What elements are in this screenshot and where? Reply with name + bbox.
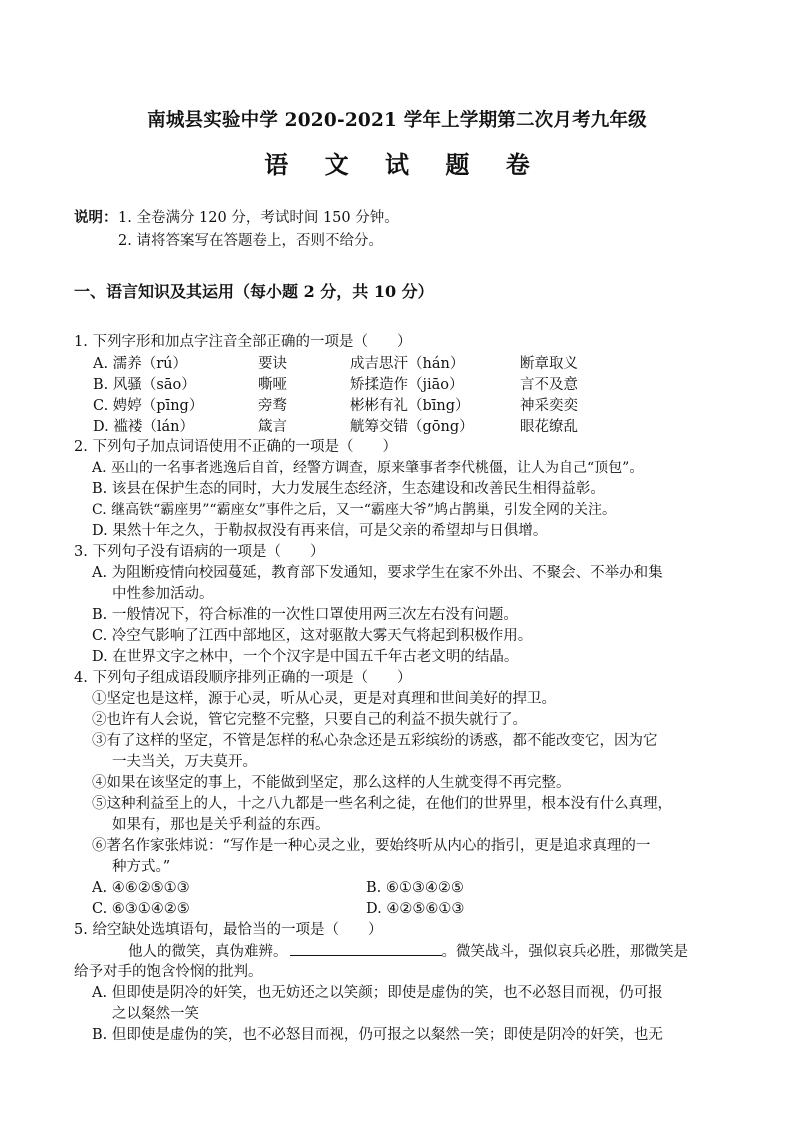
q1-row-d-word2: 箴言 — [258, 419, 287, 435]
q2-option-d: D. 果然十年之久，于勒叔叔没有再来信，可是父亲的希望却与日俱增。 — [92, 523, 548, 539]
q4-sentence-5-line2: 如果有，那也是关乎利益的东西。 — [112, 817, 330, 833]
q4-option-c: C. ⑥③①④②⑤ — [92, 901, 190, 917]
q1-row-b-word2: 嘶哑 — [258, 377, 287, 393]
q3-option-a-line2: 中性参加活动。 — [112, 586, 214, 602]
q1-row-c-word4: 神采奕奕 — [520, 398, 578, 414]
q3-option-d: D. 在世界文字之林中，一个个汉字是中国五千年古老文明的结晶。 — [92, 649, 519, 665]
q3-option-a-line1: A. 为阻断疫情向校园蔓延，教育部下发通知，要求学生在家不外出、不聚会、不举办和集 — [92, 565, 663, 581]
question-1-stem: 1. 下列字形和加点字注音全部正确的一项是（ ） — [74, 334, 412, 350]
note-item-2: 2. 请将答案写在答题卷上，否则不给分。 — [118, 233, 383, 249]
q1-row-b-word1: B. 风骚（sāo） — [93, 377, 196, 393]
note-item-1: 1. 全卷满分 120 分，考试时间 150 分钟。 — [118, 210, 399, 226]
q5-option-a-line1: A. 但即使是阴冷的奸笑，也无妨还之以笑颜；即使是虚伪的笑，也不必怒目而视，仍可报 — [92, 985, 663, 1001]
q2-option-a: A. 巫山的一名事者逃逸后自首，经警方调查，原来肇事者李代桃僵，让人为自己“顶包”。 — [92, 460, 644, 476]
q4-sentence-3-line1: ③有了这样的坚定，不管是怎样的私心杂念还是五彩缤纷的诱惑，都不能改变它，因为它 — [92, 733, 658, 749]
q5-option-b-line1: B. 但即使是虚伪的笑，也不必怒目而视，仍可报之以粲然一笑；即使是阴冷的奸笑，也无 — [92, 1027, 663, 1043]
q1-row-c-word1: C. 娉婷（pīng） — [93, 398, 204, 414]
q4-sentence-6-line2: 种方式。” — [112, 859, 171, 875]
q1-row-a-word4: 断章取义 — [520, 356, 578, 372]
q4-sentence-3-line2: 一夫当关，万夫莫开。 — [112, 754, 257, 770]
q1-row-d-word4: 眼花缭乱 — [520, 419, 578, 435]
q4-sentence-2: ②也许有人会说，管它完整不完整，只要自己的利益不损失就行了。 — [92, 712, 527, 728]
q5-passage-text-b: 。微笑战斗，强似哀兵必胜，那微笑是 — [441, 944, 688, 960]
q5-passage-line1 — [128, 941, 688, 962]
q4-sentence-6-line1: ⑥著名作家张炜说：“写作是一种心灵之业，要始终听从内心的指引，更是追求真理的一 — [92, 838, 651, 854]
q2-option-c: C. 继高铁“霸座男”“霸座女”事件之后，又一“霸座大爷”鸠占鹊巢，引发全网的关注。 — [92, 502, 617, 518]
q1-row-d-word3: 觥筹交错（gōng） — [350, 419, 474, 435]
school-exam-title: 南城县实验中学 2020-2021 学年上学期第二次月考九年级 — [147, 110, 647, 131]
q4-option-b: B. ⑥①③④②⑤ — [366, 880, 464, 896]
section-heading: 一、语言知识及其运用（每小题 2 分，共 10 分） — [74, 282, 434, 301]
question-3-stem: 3. 下列句子没有语病的一项是（ ） — [74, 544, 325, 560]
q1-row-d-word1: D. 褴褛（lán） — [93, 419, 194, 435]
question-2-stem: 2. 下列句子加点词语使用不正确的一项是（ ） — [74, 439, 397, 455]
q4-option-a: A. ④⑥②⑤①③ — [92, 880, 190, 896]
notes-label: 说明： — [74, 209, 118, 226]
q4-sentence-4: ④如果在该坚定的事上，不能做到坚定，那么这样的人生就变得不再完整。 — [92, 775, 571, 791]
q1-row-b-word3: 矫揉造作（jiāo） — [350, 377, 464, 393]
q5-option-a-line2: 之以粲然一笑 — [112, 1006, 199, 1022]
q5-fill-blank[interactable] — [290, 941, 442, 956]
q4-sentence-1: ①坚定也是这样，源于心灵，听从心灵，更是对真理和世间美好的捍卫。 — [92, 691, 556, 707]
q1-row-b-word4: 言不及意 — [520, 377, 578, 393]
q5-passage-line2: 给予对手的饱含怜悯的批判。 — [74, 964, 263, 980]
question-5-stem: 5. 给空缺处选填语句，最恰当的一项是（ ） — [74, 922, 383, 938]
q1-row-c-word2: 旁骛 — [258, 398, 287, 414]
q1-row-a-word3: 成吉思汗（hán） — [350, 356, 465, 372]
q3-option-b: B. 一般情况下，符合标准的一次性口罩使用两三次左右没有问题。 — [92, 607, 518, 623]
q4-option-d: D. ④②⑤⑥①③ — [366, 901, 465, 917]
q1-row-c-word3: 彬彬有礼（bīng） — [350, 398, 470, 414]
q1-row-a-word1: A. 濡养（rú） — [93, 356, 187, 372]
q2-option-b: B. 该县在保护生态的同时，大力发展生态经济，生态建设和改善民生相得益彰。 — [92, 481, 605, 497]
q1-row-a-word2: 要诀 — [258, 356, 287, 372]
question-4-stem: 4. 下列句子组成语段顺序排列正确的一项是（ ） — [74, 670, 412, 686]
q5-passage-text-a: 他人的微笑，真伪难辨。 — [128, 944, 288, 960]
exam-subject-title: 语 文 试 题 卷 — [264, 150, 544, 179]
q3-option-c: C. 冷空气影响了江西中部地区，这对驱散大雾天气将起到积极作用。 — [92, 628, 533, 644]
q4-sentence-5-line1: ⑤这种利益至上的人，十之八九都是一些名利之徒，在他们的世界里，根本没有什么真理， — [92, 796, 672, 812]
